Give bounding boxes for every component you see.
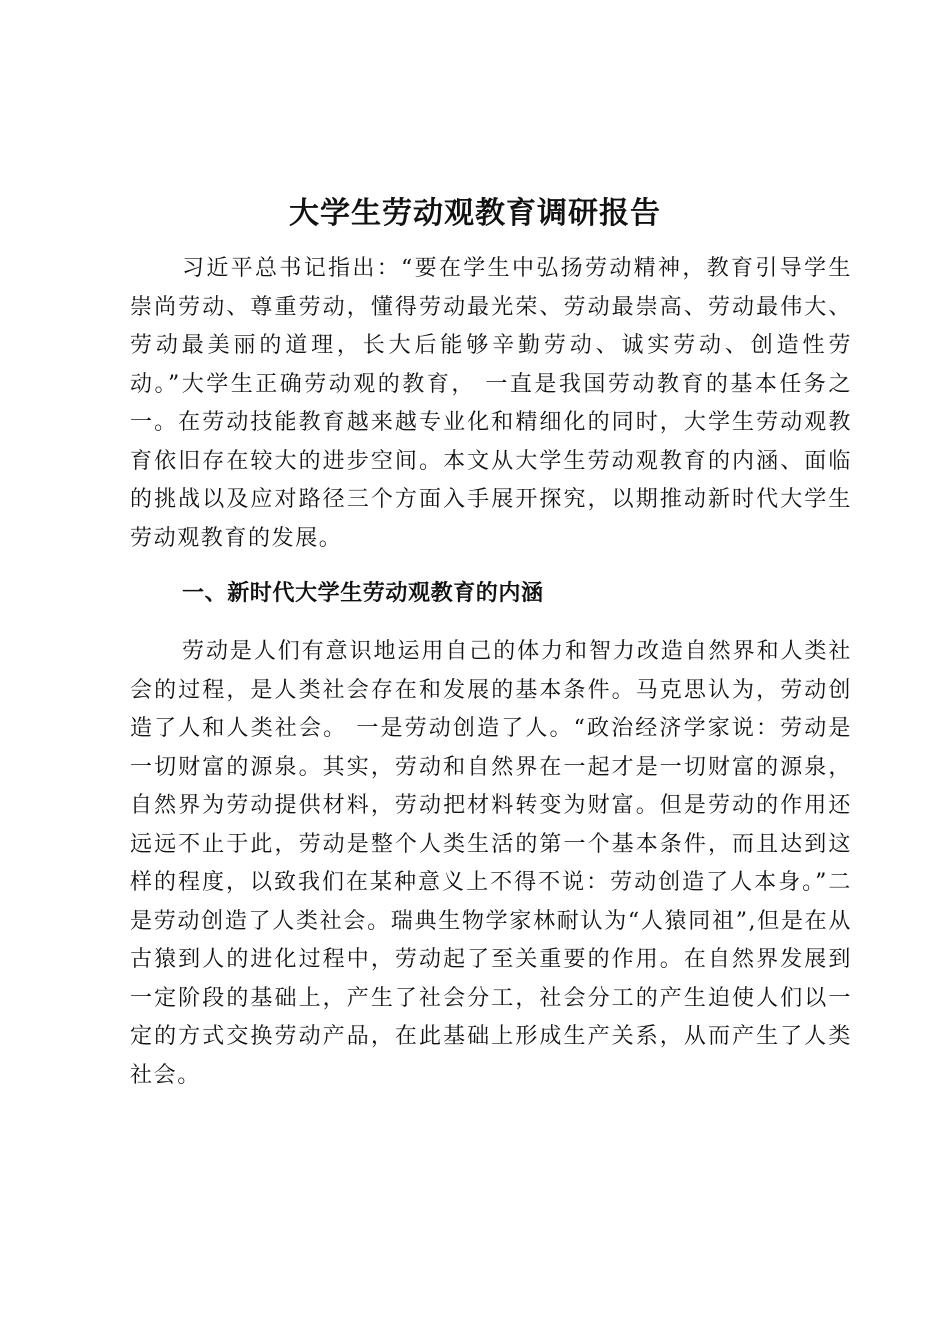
document-title: 大学生劳动观教育调研报告 xyxy=(289,196,661,231)
section-paragraph: 劳动是人们有意识地运用自己的体力和智力改造自然界和人类社会的过程，是人类社会存在和发展的基本条件。马克思认为，劳动创造了人和人类社会。 一是劳动创造了人。“政治经济学家说：劳动是一切财富的源泉。其实，劳动和自然界在一起才是一切财富的源泉，自然界为劳动提供材料，劳动把材料转变为财富。但是劳动的作用还远远不止于此，劳动是整个人类生活的第一个基本条件，而且达到这样的程度，以致我们在某种意义上不得不说：劳动创造了人本身。”二是劳动创造了人类社会。瑞典生物学家林耐认为“人猿同祖”,但是在从古猿到人的进化过程中，劳动起了至关重要的作用。在自然界发展到一定阶段的基础上，产生了社会分工，社会分工的产生迫使人们以一定的方式交换劳动产品，在此基础上形成生产关系，从而产生了人类社会。 xyxy=(130,639,852,1088)
section-heading: 一、新时代大学生劳动观教育的内涵 xyxy=(182,581,544,606)
intro-paragraph: 习近平总书记指出：“要在学生中弘扬劳动精神，教育引导学生崇尚劳动、尊重劳动，懂得劳动最光荣、劳动最崇高、劳动最伟大、劳动最美丽的道理，长大后能够辛勤劳动、诚实劳动、创造性劳动。”大学生正确劳动观的教育， 一直是我国劳动教育的基本任务之一。在劳动技能教育越来越专业化和精细化的同时，大学生劳动观教育依旧存在较大的进步空间。本文从大学生劳动观教育的内涵、面临的挑战以及应对路径三个方面入手展开探究，以期推动新时代大学生劳动观教育的发展。 xyxy=(130,256,852,551)
